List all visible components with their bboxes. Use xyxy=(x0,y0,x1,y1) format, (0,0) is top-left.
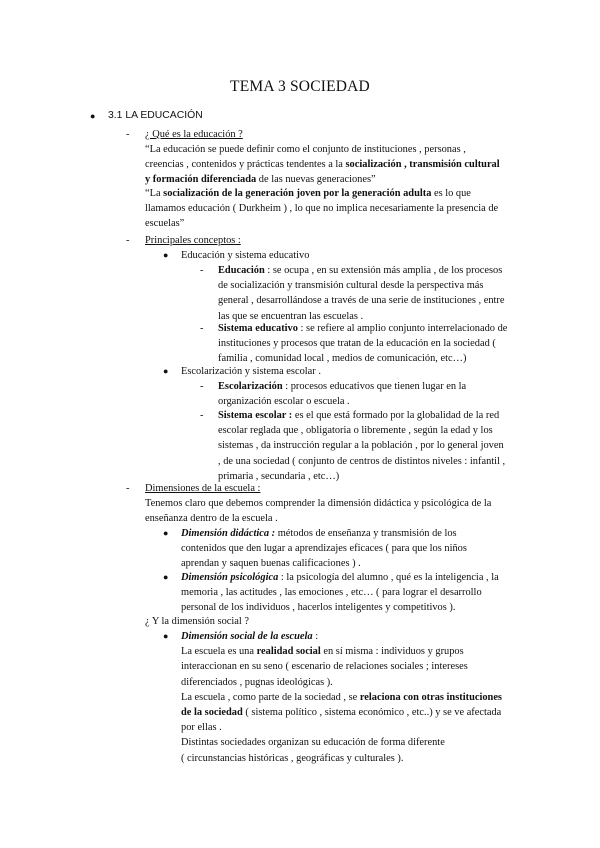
bold-term: relaciona con otras instituciones xyxy=(359,691,502,703)
bold-term: Sistema educativo xyxy=(218,323,298,334)
text-line: aprendan y saquen buenas calificaciones ) . xyxy=(181,558,361,570)
text-line: , de una sociedad ( conjunto de centros de distintos niveles : infantil , xyxy=(218,455,506,467)
subsection-heading: Principales conceptos : xyxy=(145,235,241,246)
definition-quote-1 xyxy=(145,142,500,188)
dash-icon: - xyxy=(126,129,130,140)
text-span: creencias , contenidos y prácticas tendentes a la xyxy=(145,159,346,171)
dash-icon: - xyxy=(126,483,130,494)
text-line: memoria , las actitudes , las emociones , etc… ( para lograr el desarrollo xyxy=(181,587,482,599)
section-heading: 3.1 LA EDUCACIÓN xyxy=(108,110,203,121)
text-span: : la psicología del alumno , qué es la inteligencia , la xyxy=(278,572,499,583)
text-line: de socialización y transmisión cultural desde la perspectiva más xyxy=(218,280,484,292)
bullet-icon: ● xyxy=(163,528,169,538)
text-line: primaria , secundaria , etc…) xyxy=(218,470,340,482)
text-span: : se ocupa , en su extensión más amplia , de los procesos xyxy=(264,265,503,276)
text-line: familia , comunidad local , medios de comunicación, etc…) xyxy=(218,353,467,365)
bullet-icon: ● xyxy=(163,366,169,376)
text-span: métodos de enseñanza y transmisión de los xyxy=(275,528,457,539)
text-span: ( sistema político , sistema económico , etc..) y se ve afectada xyxy=(242,707,502,719)
bold-term: Sistema escolar : xyxy=(218,410,293,421)
text-line: Tenemos claro que debemos comprender la dimensión didáctica y psicológica de la xyxy=(145,498,492,509)
page-title: TEMA 3 SOCIEDAD xyxy=(230,78,370,95)
bold-term: realidad social xyxy=(256,646,321,658)
text-line: general , desarrollándose a través de una serie de instituciones , entre xyxy=(218,295,505,307)
text-line: contenidos que den lugar a aprendizajes eficaces ( para que los niños xyxy=(181,543,467,555)
definition-quote-2 xyxy=(145,186,498,232)
text-line: enseñanza dentro de la escuela . xyxy=(145,513,278,525)
text-span: : se refiere al amplio conjunto interrelacionado de xyxy=(297,323,508,334)
text-span: : procesos educativos que tienen lugar en la xyxy=(282,381,467,392)
subsection-heading: Dimensiones de la escuela : xyxy=(145,483,261,494)
text-line: diferenciados , pugnas ideológicas ). xyxy=(181,676,333,688)
dimension-psicologica xyxy=(181,570,499,616)
text-line: ( circunstancias históricas , geográficas y culturales ). xyxy=(181,752,404,764)
concept-group-title: Educación y sistema educativo xyxy=(181,250,310,261)
text-line: por ellas . xyxy=(181,722,222,734)
text-line: Distintas sociedades organizan su educación de forma diferente xyxy=(181,737,445,749)
text-span: es el que está formado por la globalidad de la red xyxy=(292,410,500,421)
dimension-social xyxy=(181,629,502,766)
bullet-icon: ● xyxy=(163,572,169,582)
dash-icon: - xyxy=(200,265,204,276)
dash-icon: - xyxy=(126,235,130,246)
bold-term: y formación diferenciada xyxy=(145,174,257,186)
bold-term: Dimensión psicológica xyxy=(181,572,279,583)
text-line: sistemas , da instrucción regular a la población , por lo general joven xyxy=(218,440,504,452)
question-heading: ¿ Y la dimensión social ? xyxy=(145,616,249,627)
text-line: organización escolar o escuela . xyxy=(218,396,350,408)
text-line: personal de los individuos , hacerlos inteligentes y competitivos ). xyxy=(181,602,456,614)
text-span: de las nuevas generaciones” xyxy=(256,174,376,186)
escolarizacion-definition xyxy=(218,379,466,409)
dimensiones-intro xyxy=(145,496,491,526)
text-line: escolar reglada que , obligatoria o libremente , según la edad y los xyxy=(218,425,493,437)
text-span: es lo que xyxy=(431,188,471,199)
bold-term: Escolarización xyxy=(218,381,283,392)
sistema-escolar-definition xyxy=(218,408,505,484)
bold-term: socialización de la generación joven por la generación adulta xyxy=(163,188,432,199)
text-line: las que se encuentran las escuelas . xyxy=(218,310,364,322)
bold-term: socialización , transmisión cultural xyxy=(345,159,500,171)
text-span: : xyxy=(312,631,319,642)
dash-icon: - xyxy=(200,323,204,334)
text-line: llamamos educación ( Durkheim ) , lo que no implica necesariamente la presencia de xyxy=(145,203,499,215)
text-span: “La xyxy=(145,188,164,199)
dash-icon: - xyxy=(200,410,204,421)
text-span: La escuela es una xyxy=(181,646,257,658)
concept-group-title: Escolarización y sistema escolar . xyxy=(181,366,321,377)
bold-term: Dimensión didáctica : xyxy=(181,528,276,539)
bold-term: Dimensión social de la escuela xyxy=(181,631,313,642)
bullet-icon: ● xyxy=(90,111,96,121)
dimension-didactica xyxy=(181,526,467,572)
question-heading: ¿ Qué es la educación ? xyxy=(145,129,243,140)
bullet-icon: ● xyxy=(163,631,169,641)
bold-term: de la sociedad xyxy=(181,707,243,719)
dash-icon: - xyxy=(200,381,204,392)
text-span: La escuela , como parte de la sociedad , se xyxy=(181,691,360,703)
text-line: instituciones y procesos que tratan de la educación en la sociedad ( xyxy=(218,338,496,350)
text-line: interaccionan en su seno ( escenario de relaciones sociales ; intereses xyxy=(181,661,468,673)
sistema-educativo-definition xyxy=(218,321,507,367)
bullet-icon: ● xyxy=(163,250,169,260)
text-line: “La educación se puede definir como el conjunto de instituciones , personas , xyxy=(145,144,466,155)
educacion-definition xyxy=(218,263,505,324)
text-span: en sí misma : individuos y grupos xyxy=(320,646,464,658)
bold-term: Educación xyxy=(218,265,265,276)
text-line: escuelas” xyxy=(145,218,185,230)
